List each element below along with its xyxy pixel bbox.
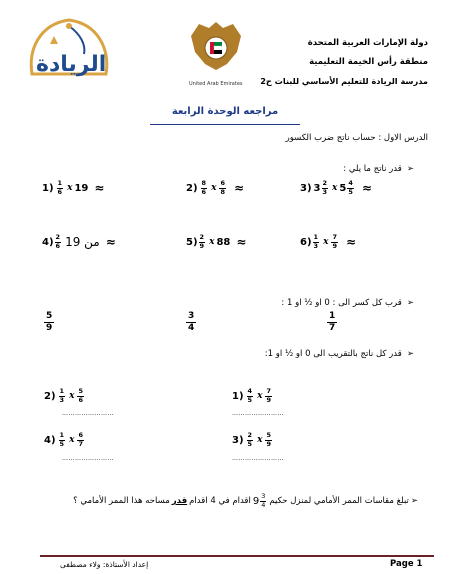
fraction [55,234,64,250]
arrow-bullet-icon: ➢ [406,164,414,174]
q1-prompt: قدر ناتج ما يلي : [343,164,402,174]
country-name: دولة الإمارات العربية المتحدة [307,38,428,48]
denominator: 3 [59,395,65,404]
whole-number: 3 [313,182,321,194]
fraction [201,180,210,196]
times-sign: x [332,183,338,193]
q4-part3: مساحه هذا الممر الأمامي ؟ [73,496,170,506]
q4-part2: اقدام في 4 اقدام [189,496,251,506]
lesson-title: الدرس الاول : حساب ناتج ضرب الكسور [285,133,428,143]
denominator: 7 [78,439,83,448]
times-sign: x [211,183,217,193]
uae-emblem [181,18,251,90]
denominator: 6 [57,187,63,196]
numerator: 2 [55,233,61,241]
numerator: 2 [199,233,205,241]
approx-sign: ≈ [105,235,116,249]
numerator: 1 [59,387,65,395]
numerator: 2 [322,179,328,187]
item-label: 4) [44,434,56,446]
footer-author: إعداد الأستاذة: ولاء مصطفى [60,560,149,569]
q3-item: 3) $\frac{2}{5}$ x $\frac{5}{9}$ [232,432,276,448]
approx-sign: ≈ [361,181,372,195]
fraction [260,493,266,509]
denominator: 8 [220,187,225,196]
q1-prompt-row [343,156,414,175]
denominator: 7 [329,323,336,333]
numerator: 5 [78,387,83,395]
item-label: 4) [42,236,54,248]
approx-sign: ≈ [345,235,357,249]
denominator: 9 [46,323,53,333]
item-label: 6) [300,236,312,248]
fraction [313,234,322,250]
q4-keyword: قدر [171,496,188,506]
times-sign: x [323,237,329,247]
numerator: 7 [266,387,271,395]
denominator: 5 [247,439,253,448]
denominator: 4 [188,323,195,333]
denominator: 6 [201,187,207,196]
arrow-bullet-icon: ➢ [406,298,414,308]
whole-number: 5 [339,182,347,194]
mixed-number [253,493,268,509]
q4-row [73,493,418,509]
numerator: 4 [348,179,353,187]
denominator: 5 [348,187,353,196]
q2-prompt: قرب كل كسر الى : 0 او ½ او 1 : [281,298,402,308]
denominator: 5 [247,395,253,404]
answer-line[interactable]: …………………… [232,410,284,417]
denominator: 9 [266,395,271,404]
title-underline [150,124,300,125]
numerator: 1 [57,179,63,187]
times-sign: x [209,237,215,247]
region-name: منطقة رأس الخيمة التعليمية [309,57,428,67]
numerator: 1 [313,233,319,241]
fraction [59,432,68,448]
item-label: 1) [42,182,54,194]
fraction [199,234,208,250]
numerator: 6 [78,431,83,439]
numerator: 3 [188,311,195,321]
approx-sign: ≈ [94,181,105,195]
denominator: 5 [59,439,65,448]
denominator: 4 [261,500,266,509]
logo-text: الريادة [36,52,107,77]
fraction [219,180,228,196]
q4-part1: تبلغ مقاسات الممر الأمامي لمنزل حكيم [269,496,409,506]
numerator: 2 [247,431,253,439]
q1-item-2 [186,180,246,196]
denominator: 6 [55,241,61,250]
fraction [265,432,274,448]
approx-sign: ≈ [236,235,247,249]
item-label: 1) [232,390,244,402]
q2-fraction [44,311,54,334]
q3-item: 1) $\frac{4}{5}$ x $\frac{7}{9}$ [232,388,276,404]
number: من 19 [65,235,100,249]
item-label: 2) [44,390,56,402]
fraction [322,180,331,196]
q3-item: 4) $\frac{1}{5}$ x $\frac{6}{7}$ [44,432,88,448]
fraction [265,388,274,404]
numerator: 4 [247,387,253,395]
q3-prompt: قدر كل ناتج بالتقريب الى 0 او ½ او 1: [264,349,402,359]
fraction [347,180,356,196]
fraction [77,432,86,448]
number: 88 [216,236,231,248]
q2-fraction [186,311,196,334]
numerator: 6 [220,179,225,187]
q1-item-5 [186,234,248,250]
q1-item-3 [300,180,374,196]
numerator: 5 [266,431,271,439]
emblem-caption: United Arab Emirates [189,81,243,87]
q3-item: 2) $\frac{1}{3}$ x $\frac{5}{6}$ [44,388,88,404]
numerator: 7 [332,233,337,241]
q1-item-4 [42,234,118,250]
answer-line[interactable]: …………………… [62,455,114,462]
fraction [247,432,256,448]
denominator: 3 [322,187,328,196]
q2-prompt-row [281,290,414,309]
page-number: Page 1 [390,559,423,569]
school-logo [20,14,118,92]
numerator: 1 [329,311,336,321]
q1-item-6 [300,234,358,250]
item-label: 2) [186,182,198,194]
q1-item-1 [42,180,106,196]
numerator: 8 [201,179,207,187]
denominator: 3 [313,241,319,250]
whole-number: 9 [252,495,260,507]
fraction [59,388,68,404]
denominator: 9 [266,439,271,448]
numerator: 3 [261,492,266,500]
fraction [247,388,256,404]
fraction [57,180,66,196]
number: 19 [74,182,89,194]
denominator: 6 [78,395,83,404]
q2-fraction [327,311,337,334]
school-name: مدرسة الريادة للتعليم الأساسي للبنات ح2 [260,76,428,86]
item-label: 3) [232,434,244,446]
arrow-bullet-icon: ➢ [410,496,418,506]
answer-line[interactable]: …………………… [232,455,284,462]
q3-prompt-row [265,341,414,360]
times-sign: x [67,183,73,193]
answer-line[interactable]: …………………… [62,410,114,417]
fraction [77,388,86,404]
denominator: 9 [199,241,205,250]
arrow-bullet-icon: ➢ [406,349,414,359]
numerator: 5 [46,311,53,321]
approx-sign: ≈ [233,181,245,195]
footer-divider [40,555,434,557]
item-label: 5) [186,236,198,248]
denominator: 9 [332,241,337,250]
page-title: مراجعه الوحدة الرابعة [171,106,279,117]
numerator: 1 [59,431,65,439]
fraction [331,234,340,250]
item-label: 3) [300,182,312,194]
